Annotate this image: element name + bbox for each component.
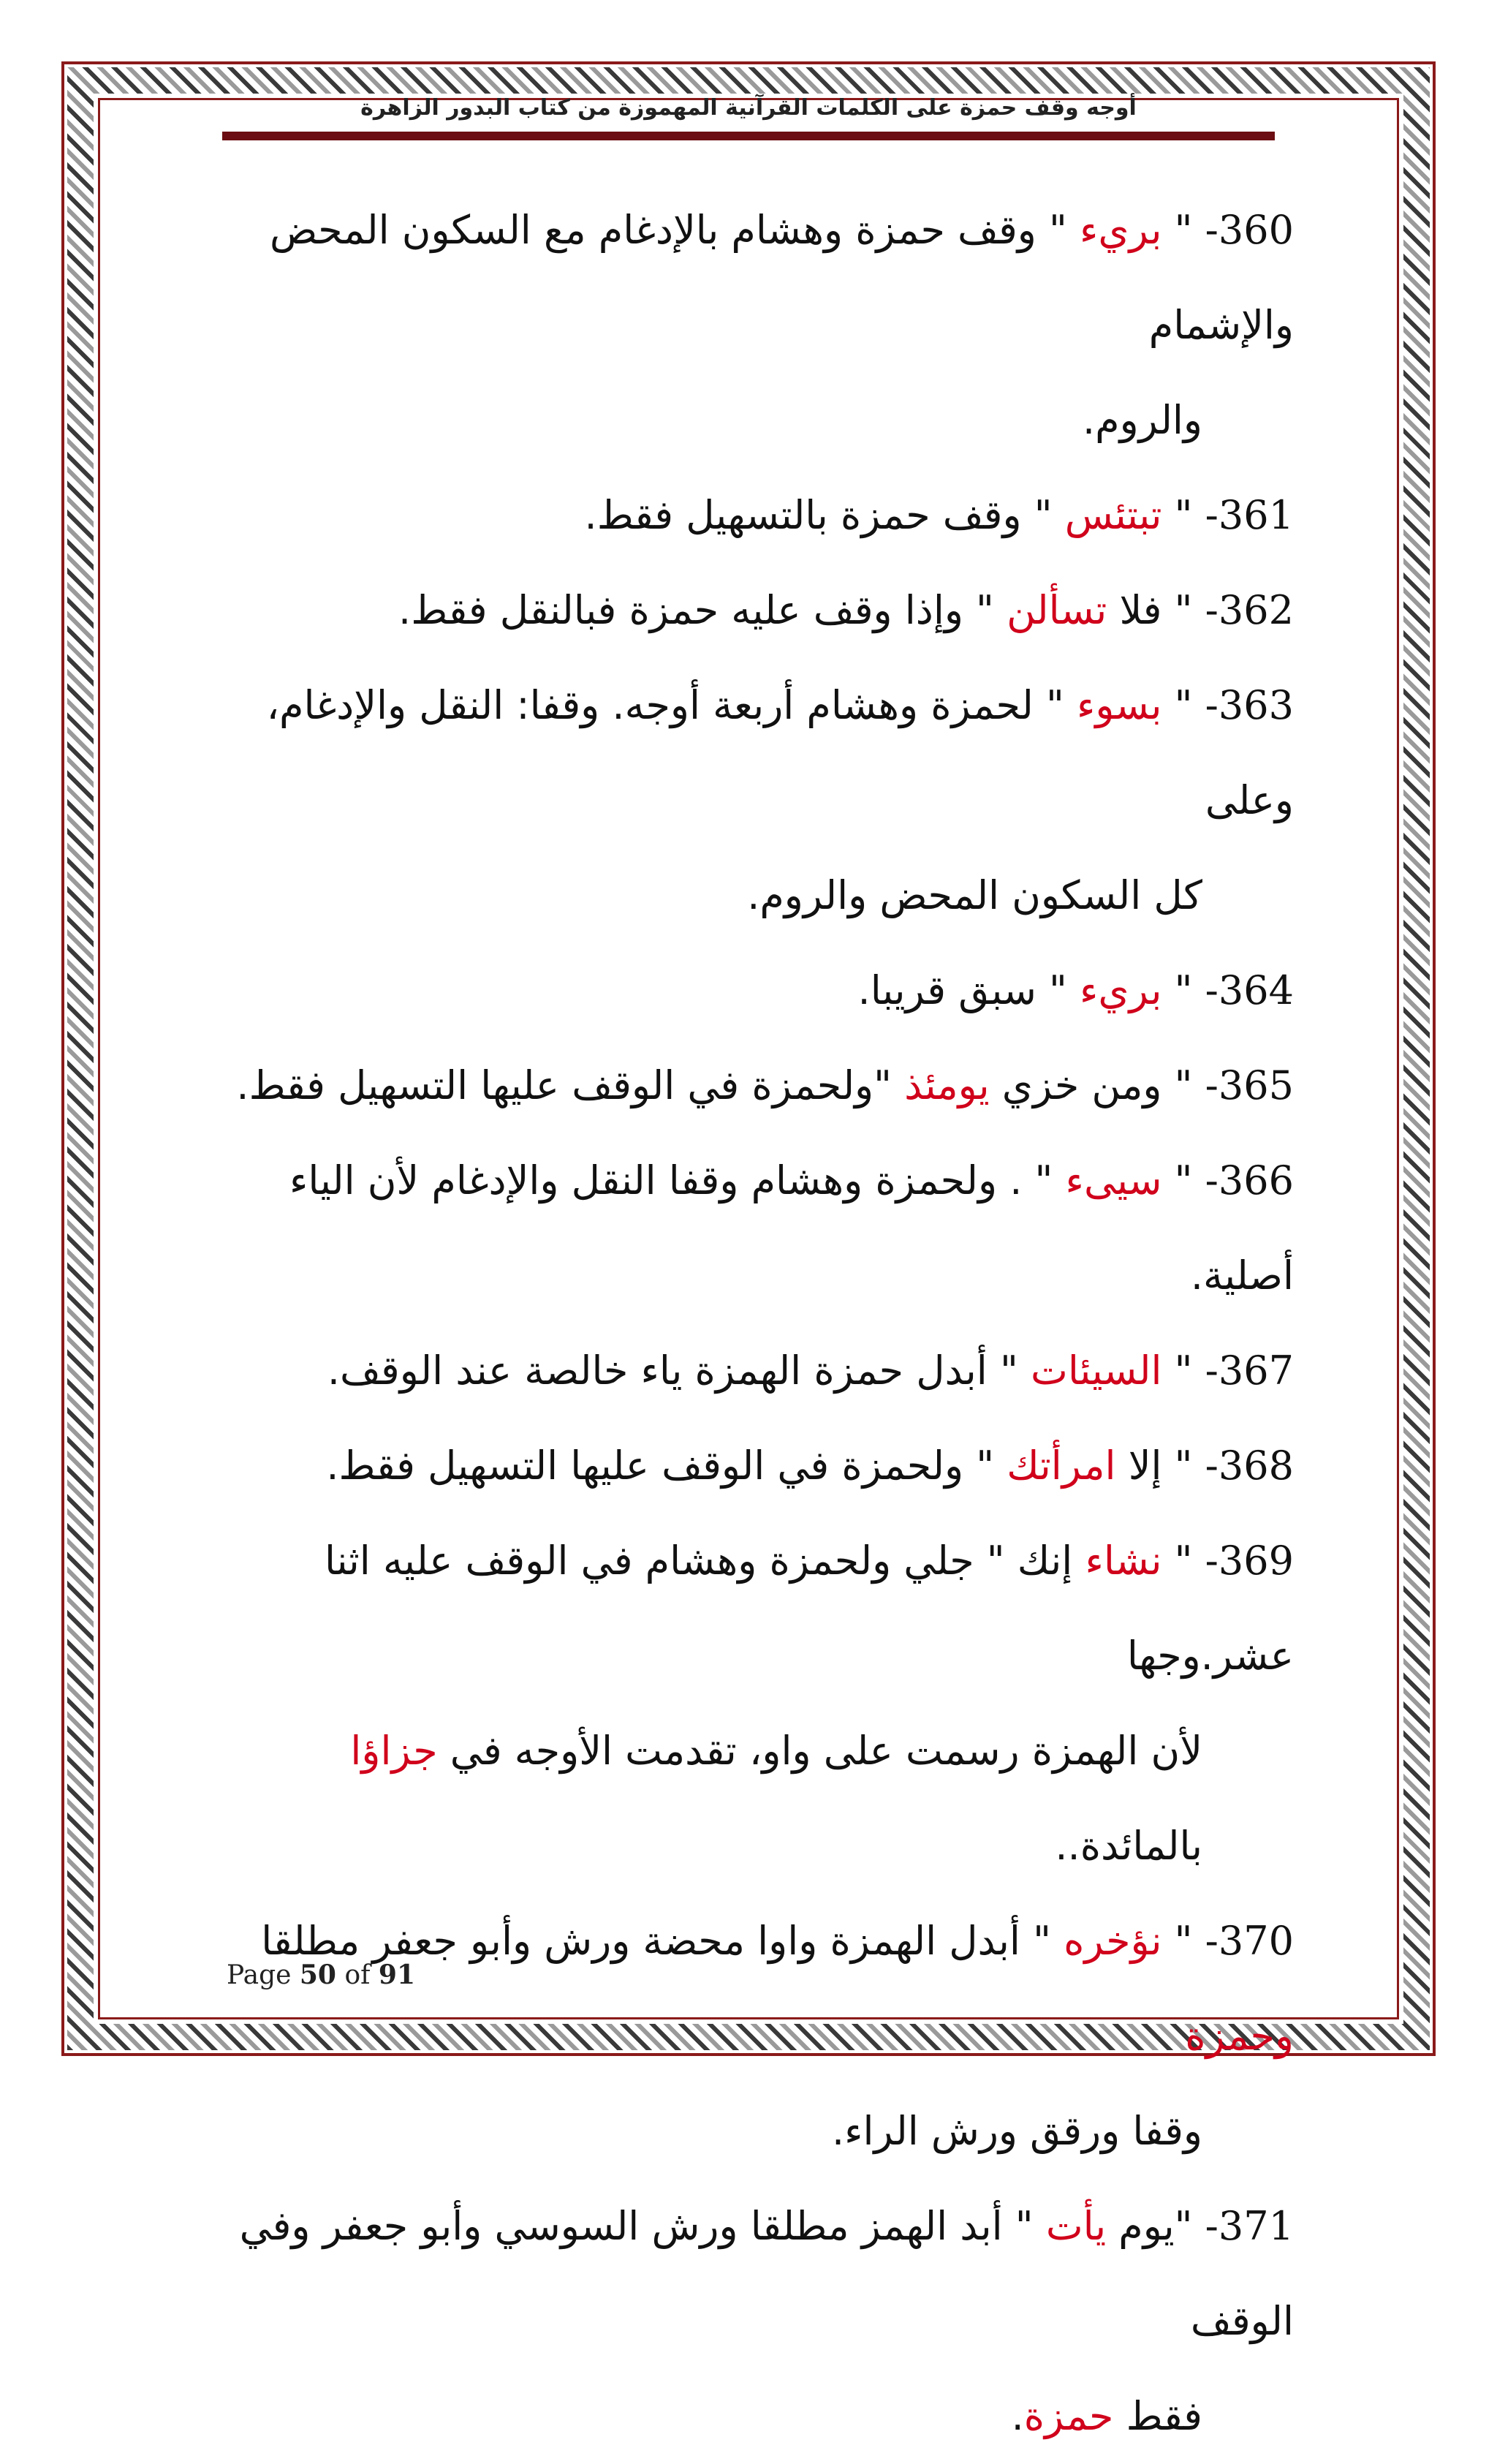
entry-number: 362- [1205, 587, 1294, 633]
entry-number: 366- [1205, 1157, 1294, 1203]
entry-367: 367- " السيئات " أبدل حمزة الهمزة ياء خالصة عند الوقف. [327, 1348, 1294, 1394]
entry-number: 367- [1205, 1348, 1294, 1394]
entry-number: 368- [1205, 1443, 1294, 1489]
entry-continuation: لأن الهمزة رسمت على واو، تقدمت الأوجه في جزاؤا بالمائدة.. [350, 1728, 1202, 1869]
entry-number: 360- [1205, 207, 1294, 253]
highlighted-word: حمزة [1023, 2393, 1114, 2439]
entry-366: 366- " سيىء " . ولحمزة وهشام وقفا النقل والإدغام لأن الياء أصلية. [289, 1157, 1294, 1299]
entry-370: 370- " نؤخره " أبدل الهمزة واوا محضة ورش وأبو جعفر مطلقا وحمزة وقفا ورقق ورش الراء. [219, 1894, 1294, 2179]
entries-list [219, 183, 1294, 2464]
highlighted-word: تبتئس [1064, 492, 1162, 538]
highlighted-word: يأت [1045, 2203, 1107, 2249]
highlighted-word: بريء [1080, 967, 1162, 1013]
entry-number: 364- [1205, 967, 1294, 1013]
entry-number: 363- [1205, 682, 1294, 728]
highlighted-word: جزاؤا [350, 1728, 438, 1774]
entry-number: 365- [1205, 1062, 1294, 1108]
highlighted-word: وحمزة [1185, 2013, 1294, 2059]
highlighted-word: تسألن [1007, 587, 1107, 633]
highlighted-word: امرأتك [1007, 1443, 1116, 1489]
entry-continuation: كل السكون المحض والروم. [747, 872, 1202, 918]
highlighted-word: نشاء [1085, 1538, 1162, 1584]
entry-361: 361- " تبتئس " وقف حمزة بالتسهيل فقط. [584, 492, 1294, 538]
entry-continuation: فقط حمزة. [1011, 2393, 1202, 2439]
entry-362: 362- " فلا تسألن " وإذا وقف عليه حمزة فبالنقل فقط. [398, 587, 1294, 633]
entry-number: 361- [1205, 492, 1294, 538]
entry-number: 370- [1205, 1918, 1294, 1964]
highlighted-word: سيىء [1065, 1157, 1162, 1203]
current-page: 50 [299, 1960, 336, 1990]
entry-continuation: وقفا ورقق ورش الراء. [831, 2108, 1202, 2154]
entry-360: 360- " بريء " وقف حمزة وهشام بالإدغام مع السكون المحض والإشمام والروم. [219, 183, 1294, 468]
highlighted-word: بسوء [1077, 682, 1162, 728]
highlighted-word: السيئات [1030, 1348, 1162, 1394]
entry-continuation: والروم. [1082, 397, 1202, 443]
entry-371: 371- "يوم يأت " أبد الهمز مطلقا ورش السوسي وأبو جعفر وفي الوقف فقط حمزة. [219, 2179, 1294, 2464]
highlighted-word: نؤخره [1064, 1918, 1162, 1964]
total-pages: 91 [378, 1960, 415, 1990]
entry-365: 365- " ومن خزي يومئذ "ولحمزة في الوقف عليها التسهيل فقط. [236, 1062, 1294, 1108]
page-number-footer: Page 50 of 91 [227, 1960, 415, 1990]
entry-368: 368- " إلا امرأتك " ولحمزة في الوقف عليها التسهيل فقط. [326, 1443, 1294, 1489]
entry-363: 363- " بسوء " لحمزة وهشام أربعة أوجه. وقفا: النقل والإدغام، وعلى كل السكون المحض والروم. [219, 658, 1294, 943]
entry-number: 371- [1205, 2203, 1294, 2249]
header-rule [222, 132, 1275, 140]
highlighted-word: بريء [1080, 207, 1162, 253]
highlighted-word: يومئذ [904, 1062, 990, 1108]
entry-364: 364- " بريء " سبق قريبا. [857, 967, 1294, 1013]
page-header-title: أوجه وقف حمزة على الكلمات القرآنية المهموزة من كتاب البدور الزاهرة [360, 95, 1137, 121]
entry-number: 369- [1205, 1538, 1294, 1584]
entry-369: 369- " نشاء إنك " جلي ولحمزة وهشام في الوقف عليه اثنا عشر.وجها لأن الهمزة رسمت على واو، تقدمت الأوجه في جزاؤا بالمائدة.. [219, 1513, 1294, 1894]
